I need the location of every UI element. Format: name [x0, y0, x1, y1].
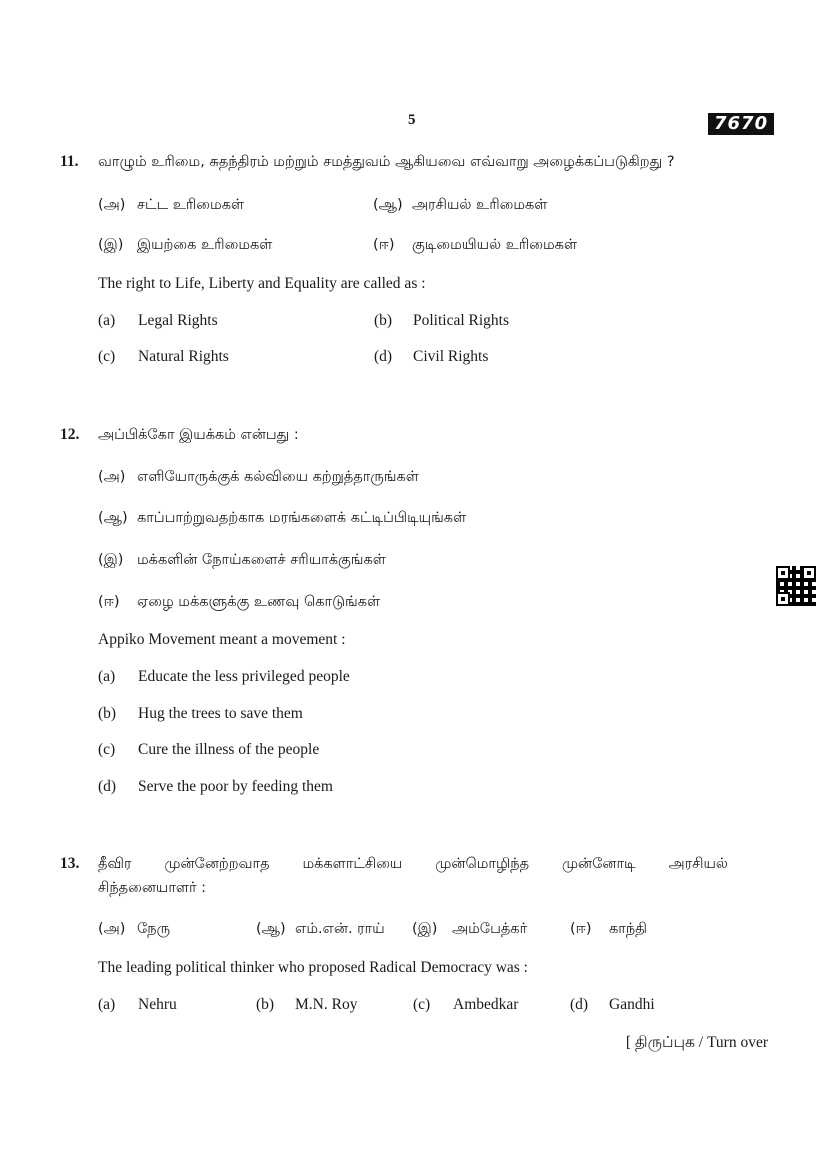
qr-code	[776, 566, 816, 606]
question-english: The right to Life, Liberty and Equality are called as :	[98, 275, 426, 292]
option-key: (இ)	[98, 237, 124, 253]
option-text: நேரு	[137, 921, 171, 937]
option-text: Serve the poor by feeding them	[138, 778, 333, 795]
option-text: M.N. Roy	[295, 996, 358, 1013]
option-text: Ambedkar	[453, 996, 519, 1013]
option-key: (ஆ)	[256, 921, 286, 937]
option-text: Legal Rights	[138, 312, 218, 329]
option-key: (a)	[98, 996, 116, 1013]
option-text: Educate the less privileged people	[138, 668, 350, 685]
option-text: அம்பேத்கர்	[452, 921, 528, 937]
option-text: காந்தி	[609, 921, 648, 937]
option-key: (b)	[98, 705, 117, 722]
question-tamil: அப்பிக்கோ இயக்கம் என்பது :	[98, 427, 299, 443]
question-tamil-line1	[98, 856, 728, 874]
option-text: மக்களின் நோய்களைச் சரியாக்குங்கள்	[137, 552, 386, 568]
question-english: Appiko Movement meant a movement :	[98, 631, 346, 648]
option-text: எளியோருக்குக் கல்வியை கற்றுத்தாருங்கள்	[137, 469, 419, 485]
option-key: (a)	[98, 312, 116, 329]
option-key: (ஆ)	[373, 197, 403, 213]
question-english: The leading political thinker who proposed Radical Democracy was :	[98, 959, 528, 976]
option-text: Cure the illness of the people	[138, 741, 320, 758]
option-key: (b)	[374, 312, 393, 329]
turn-over-note: [ திருப்புக / Turn over	[625, 1034, 768, 1051]
question-word: அரசியல்	[668, 856, 728, 872]
option-text: எம்.என். ராய்	[295, 921, 385, 937]
option-text: இயற்கை உரிமைகள்	[137, 237, 273, 253]
option-key: (d)	[374, 348, 393, 365]
question-word: முன்மொழிந்த	[435, 856, 530, 872]
option-text: சட்ட உரிமைகள்	[137, 197, 245, 213]
option-text: Nehru	[138, 996, 177, 1013]
question-number: 12.	[60, 426, 80, 443]
question-word: மக்களாட்சியை	[302, 856, 403, 872]
option-key: (a)	[98, 668, 116, 685]
question-tamil: வாழும் உரிமை, சுதந்திரம் மற்றும் சமத்துவம் ஆகியவை எவ்வாறு அழைக்கப்படுகிறது ?	[98, 154, 675, 170]
option-key: (ஆ)	[98, 510, 128, 526]
option-key: (d)	[570, 996, 589, 1013]
option-key: (ஈ)	[98, 594, 120, 610]
option-key: (ஈ)	[570, 921, 592, 937]
option-text: குடிமையியல் உரிமைகள்	[412, 237, 578, 253]
option-text: Gandhi	[609, 996, 655, 1013]
question-word: முன்னேற்றவாத	[164, 856, 270, 872]
option-text: Hug the trees to save them	[138, 705, 303, 722]
option-text: Civil Rights	[413, 348, 489, 365]
option-key: (இ)	[98, 552, 124, 568]
option-text: அரசியல் உரிமைகள்	[412, 197, 548, 213]
option-text: ஏழை மக்களுக்கு உணவு கொடுங்கள்	[137, 594, 381, 610]
option-text: காப்பாற்றுவதற்காக மரங்களைக் கட்டிப்பிடியுங்கள்	[137, 510, 467, 526]
option-key: (c)	[413, 996, 431, 1013]
option-key: (ஈ)	[373, 237, 395, 253]
option-key: (c)	[98, 348, 116, 365]
option-text: Political Rights	[413, 312, 510, 329]
question-number: 11.	[60, 153, 79, 170]
question-word: முன்னோடி	[561, 856, 636, 872]
paper-code: 7670	[708, 113, 774, 135]
question-word: தீவிர	[98, 856, 132, 872]
option-key: (அ)	[98, 469, 126, 485]
option-key: (அ)	[98, 197, 126, 213]
option-key: (இ)	[412, 921, 438, 937]
page-number: 5	[408, 112, 416, 128]
option-key: (d)	[98, 778, 117, 795]
option-text: Natural Rights	[138, 348, 229, 365]
option-key: (b)	[256, 996, 275, 1013]
option-key: (c)	[98, 741, 116, 758]
option-key: (அ)	[98, 921, 126, 937]
question-number: 13.	[60, 855, 80, 872]
question-tamil-line2: சிந்தனையாளர் :	[98, 880, 207, 896]
